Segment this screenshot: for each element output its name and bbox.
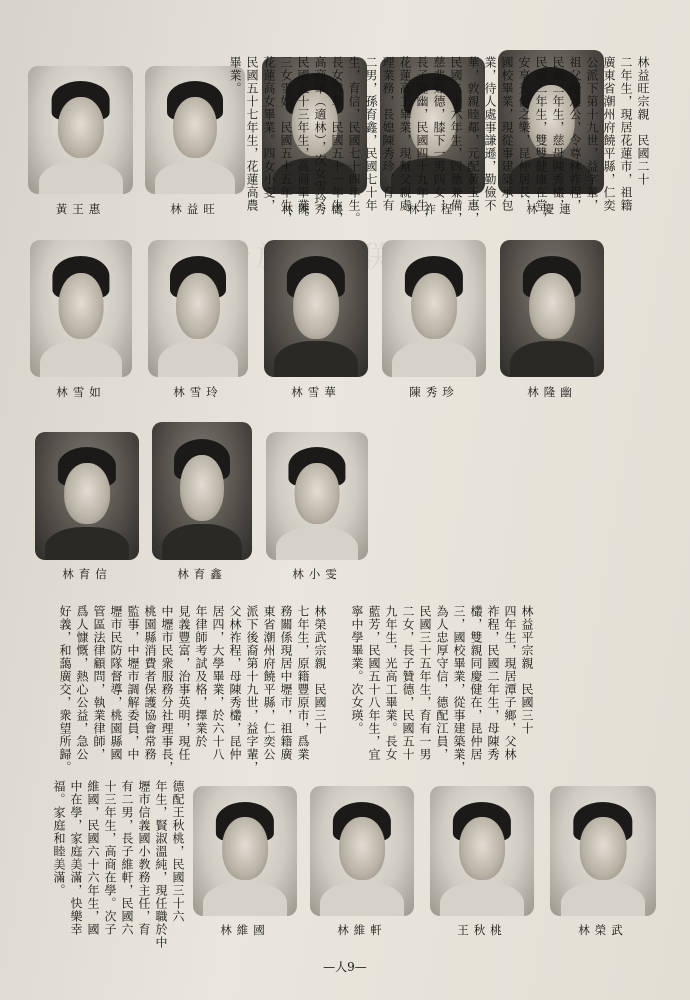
portrait-photo: [35, 432, 139, 560]
portrait-caption: 林祚程: [407, 202, 458, 216]
biography-text-lin-rongwu: 林榮武宗親 民國三十 七年生，原籍豐原市，爲業 務關係現居中壢市，祖籍廣 東省潮州府饒平縣，仁奕公 派下後裔第十九世，益字輩， 父林祚程，母陳秀欉，昆仲 居四，大學畢業，於六十八 年律師考試及格，擇業於 見義豐富，治事英明，現任 中壢市民衆服務分社理事長， 桃園縣消費者保護協會常務 監事，中壢市調解委員，中 壢市民防隊督導，桃園縣國 管區法律顧問，執業律師， 爲人慷慨，熱心公益，急公 好義，和藹廣交，衆望所歸。: [58, 605, 327, 774]
portrait-caption: 林育信: [62, 567, 112, 581]
portrait-photo: [310, 786, 414, 916]
portrait-caption: 林雪玲: [173, 385, 223, 399]
biography-text-lin-yiwang: 林益旺宗親 民國二十 二年生，現居花蓮市，祖籍 廣東省潮州府饒平縣，仁奕 公派下第十九世，益字輩， 祖父慶連公，令尊林祚程， 民國二年生，慈母陳秀欉， 民國二年生，雙雙健康在堂， 安享天倫之樂，昆仲居長， 國校畢業，現從事建築承包 業，待人處事謙遜，勤儉不 華，敦親睦鄰，元配黃玉惠， 民國二十六年生，四德兼備， 慈悲好德，膝下一男四女， 長子隆幽，民國四十九年生， 花蓮高工畢業，現幫父親處 理業務，長媳陳秀珍，育有 二男，孫育鑫，民國七十年 生，育信，民國七十四年生。 長女雪華，民國五十一年生， 高商畢（適林），次女雪玲， 民國五十三年生，高商畢業。 三女雪如，民國五十五年生， 花蓮高女畢業。四女小雯， 民國五十七年生，花蓮高農 畢業。: [228, 56, 650, 225]
portrait-caption: 林小雯: [292, 567, 342, 581]
portrait-photo: [30, 240, 132, 377]
portrait-photo: [193, 786, 297, 916]
portrait-caption: 林慶連: [526, 202, 576, 216]
portrait-caption: 林榮武: [578, 923, 628, 937]
portrait-caption: 林維軒: [337, 923, 387, 937]
portrait-caption: 林維國: [220, 923, 270, 937]
portrait-caption: 王秋桃: [457, 923, 507, 937]
portrait-photo: [430, 786, 534, 916]
portrait-caption: 陳秀珍: [409, 385, 459, 399]
portrait-caption: 林雪如: [56, 385, 106, 399]
biography-text-spouse: 德配王秋桃，民國三十六 年生，賢淑溫純，現任職於中 壢市信義國小教務主任，育 有二男，長子維軒，民國六 十三年生，高商在學。次子 維國，民國六十六年生，國 中在學，家庭美滿，快樂幸 福。家庭和睦美滿。: [52, 780, 185, 949]
portrait-caption: 林雪華: [291, 385, 341, 399]
portrait-caption: 黃王惠: [55, 202, 106, 216]
page-number: —人9—: [323, 960, 367, 974]
portrait-photo: [550, 786, 656, 916]
portrait-caption: 林育鑫: [177, 567, 227, 581]
portrait-photo: [28, 66, 133, 194]
portrait-caption: 林陳秀欉: [281, 202, 348, 216]
biography-text-lin-yiping: 林益平宗親 民國三十 四年生，現居潭子鄉，父林 祚程，民國二年生，母陳秀 欉，雙親同慶健在，昆仲居 三，國校畢業，從事建築業， 為人忠厚守信，德配江員， 民國三十五年生，育有一男 二女，長子贊德，民國五十 九年生，光高工畢業。長女 藍芳，民國五十八年生，宜 寧中學畢業。次女瑛。: [350, 605, 534, 774]
portrait-caption: 林益旺: [170, 202, 220, 216]
portrait-caption: 林隆幽: [527, 385, 577, 399]
